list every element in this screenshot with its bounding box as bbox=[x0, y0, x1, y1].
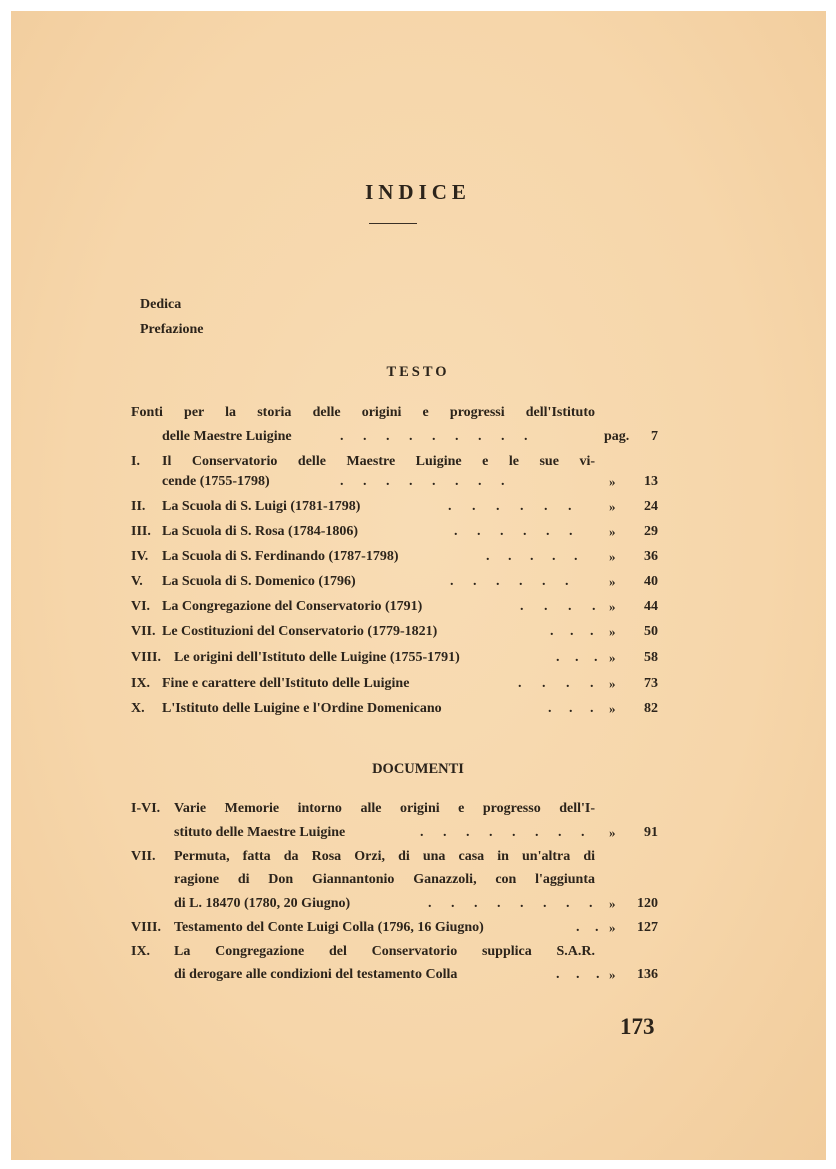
toc-leader-dots: . . . bbox=[556, 650, 598, 665]
toc-page-number: 7 bbox=[651, 429, 658, 444]
page-number: 173 bbox=[620, 1014, 655, 1039]
front-dedica: Dedica bbox=[140, 297, 182, 312]
page-label: pag. bbox=[604, 429, 630, 444]
toc-entry-title: La Scuola di S. Domenico (1796) bbox=[162, 574, 356, 589]
toc-page-number: 73 bbox=[644, 676, 658, 691]
toc-page-number: 91 bbox=[644, 825, 658, 840]
toc-entry-title-line2: di derogare alle condizioni del testamento Colla bbox=[174, 967, 458, 982]
toc-entry-number: X. bbox=[131, 701, 145, 716]
ditto-mark: » bbox=[609, 524, 616, 539]
ditto-mark: » bbox=[609, 474, 616, 489]
ditto-mark: » bbox=[609, 574, 616, 589]
toc-leader-dots: . . . bbox=[548, 701, 594, 716]
toc-entry-title: Testamento del Conte Luigi Colla (1796, 16 Giugno) bbox=[174, 920, 484, 935]
toc-page-number: 44 bbox=[644, 599, 658, 614]
toc-entry-title-line1: Il Conservatorio delle Maestre Luigine e le sue vi- bbox=[162, 454, 595, 469]
toc-page-number: 127 bbox=[637, 920, 658, 935]
toc-entry-number: VI. bbox=[131, 599, 151, 614]
toc-entry-number: II. bbox=[131, 499, 146, 514]
toc-leader-dots: . . . bbox=[550, 624, 594, 639]
toc-leader-dots: . . . . . . . . bbox=[428, 896, 593, 911]
section-documenti-heading: DOCUMENTI bbox=[372, 761, 464, 777]
toc-page-number: 36 bbox=[644, 549, 658, 564]
toc-entry-number: VII. bbox=[131, 624, 156, 639]
toc-entry-number: IV. bbox=[131, 549, 149, 564]
toc-entry-title-line2: ragione di Don Giannantonio Ganazzoli, con l'aggiunta bbox=[174, 872, 595, 887]
toc-entry-number: I. bbox=[131, 454, 140, 469]
title-rule bbox=[369, 223, 417, 224]
toc-leader-dots: . . . . . . bbox=[448, 499, 572, 514]
ditto-mark: » bbox=[609, 599, 616, 614]
toc-entry-number: IX. bbox=[131, 676, 151, 691]
toc-entry-title: Le Costituzioni del Conservatorio (1779-1821) bbox=[162, 624, 438, 639]
toc-leader-dots: . . . . bbox=[518, 676, 594, 691]
toc-entry-title-line3: di L. 18470 (1780, 20 Giugno) bbox=[174, 896, 351, 911]
toc-entry-title-line1: La Congregazione del Conservatorio supplica S.A.R. bbox=[174, 944, 595, 959]
toc-entry-title-line2: cende (1755-1798) bbox=[162, 474, 270, 489]
toc-entry-number: VIII. bbox=[131, 650, 161, 665]
ditto-mark: » bbox=[609, 549, 616, 564]
toc-entry-title: Fine e carattere dell'Istituto delle Luigine bbox=[162, 676, 410, 691]
toc-entry-title-line1: Varie Memorie intorno alle origini e progresso dell'I- bbox=[174, 801, 595, 816]
toc-entry-number: I-VI. bbox=[131, 801, 161, 816]
section-testo-heading: TESTO bbox=[386, 364, 450, 380]
toc-entry-title: La Scuola di S. Ferdinando (1787-1798) bbox=[162, 549, 399, 564]
toc-leader-dots: . . . . . . . . bbox=[420, 825, 585, 840]
toc-entry-title: Le origini dell'Istituto delle Luigine (1755-1791) bbox=[174, 650, 460, 665]
toc-leader-dots: . . . . bbox=[520, 599, 596, 614]
toc-entry-title: La Scuola di S. Luigi (1781-1798) bbox=[162, 499, 361, 514]
toc-entry-title-line1: Permuta, fatta da Rosa Orzi, di una casa in un'altra di bbox=[174, 849, 595, 864]
toc-page-number: 120 bbox=[637, 896, 658, 911]
toc-page-number: 40 bbox=[644, 574, 658, 589]
ditto-mark: » bbox=[609, 676, 616, 691]
toc-page-number: 58 bbox=[644, 650, 658, 665]
toc-leader-dots: . . . . . . bbox=[450, 574, 569, 589]
toc-page-number: 82 bbox=[644, 701, 658, 716]
toc-entry-title: L'Istituto delle Luigine e l'Ordine Domenicano bbox=[162, 701, 442, 716]
ditto-mark: » bbox=[609, 825, 616, 840]
toc-entry-title: La Congregazione del Conservatorio (1791) bbox=[162, 599, 423, 614]
index-title: INDICE bbox=[365, 180, 471, 204]
ditto-mark: » bbox=[609, 701, 616, 716]
toc-entry-number: III. bbox=[131, 524, 151, 539]
ditto-mark: » bbox=[609, 896, 616, 911]
toc-entry-title: La Scuola di S. Rosa (1784-1806) bbox=[162, 524, 359, 539]
toc-entry-number: V. bbox=[131, 574, 143, 589]
toc-entry-fonti-line2: delle Maestre Luigine bbox=[162, 429, 292, 444]
toc-leader-dots: . . bbox=[576, 920, 599, 935]
ditto-mark: » bbox=[609, 624, 616, 639]
toc-leader-dots: . . . . . . bbox=[454, 524, 573, 539]
toc-leader-dots: . . . . . . . . . bbox=[340, 429, 528, 444]
toc-page-number: 50 bbox=[644, 624, 658, 639]
ditto-mark: » bbox=[609, 967, 616, 982]
toc-leader-dots: . . . . . . . . bbox=[340, 474, 505, 489]
toc-page-number: 29 bbox=[644, 524, 658, 539]
toc-entry-number: VIII. bbox=[131, 920, 161, 935]
toc-page-number: 24 bbox=[644, 499, 658, 514]
ditto-mark: » bbox=[609, 499, 616, 514]
ditto-mark: » bbox=[609, 650, 616, 665]
front-prefazione: Prefazione bbox=[140, 322, 204, 337]
toc-entry-number: IX. bbox=[131, 944, 151, 959]
toc-page-number: 136 bbox=[637, 967, 658, 982]
toc-leader-dots: . . . bbox=[556, 967, 600, 982]
toc-entry-fonti-line1: Fonti per la storia delle origini e progressi dell'Istituto bbox=[131, 405, 595, 420]
toc-page-number: 13 bbox=[644, 474, 658, 489]
toc-leader-dots: . . . . . bbox=[486, 549, 578, 564]
toc-entry-title-line2: stituto delle Maestre Luigine bbox=[174, 825, 346, 840]
toc-entry-number: VII. bbox=[131, 849, 156, 864]
ditto-mark: » bbox=[609, 920, 616, 935]
